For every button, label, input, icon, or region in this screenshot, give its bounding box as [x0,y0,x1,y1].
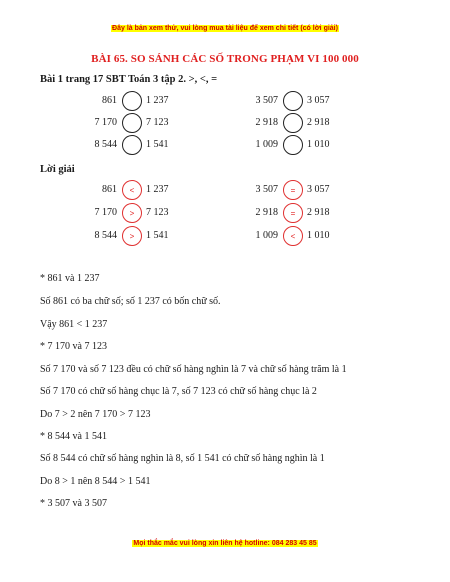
left-number: 3 507 [255,95,278,106]
comparison-sign: = [290,209,296,218]
explanation-line: Số 7 170 có chữ số hàng chục là 7, số 7 123 có chữ số hàng chục là 2 [40,386,317,397]
answer-circle[interactable] [122,113,142,133]
left-number: 7 170 [94,207,117,218]
right-number: 3 057 [307,184,330,195]
answer-circle[interactable] [122,135,142,155]
hotline-text: Mọi thắc mắc vui lòng xin liên hệ hotline: 084 283 45 85 [133,540,317,547]
answer-circle[interactable] [283,113,303,133]
left-number: 861 [102,95,117,106]
lesson-title: BÀI 65. SO SÁNH CÁC SỐ TRONG PHẠM VI 100 000 [91,53,359,65]
left-number: 1 009 [255,139,278,150]
answer-circle[interactable] [122,91,142,111]
exercise-row-1-right [206,91,406,111]
answer-circle [283,226,303,246]
explanation-line: * 3 507 và 3 507 [40,498,107,509]
explanation-line: Do 8 > 1 nên 8 544 > 1 541 [40,476,151,487]
explanation-line: * 7 170 và 7 123 [40,341,107,352]
answer-circle[interactable] [283,91,303,111]
left-number: 2 918 [255,117,278,128]
right-number: 2 918 [307,207,330,218]
explanation-line: Số 861 có ba chữ số; số 1 237 có bốn chữ số. [40,296,221,307]
comparison-sign: > [129,209,135,218]
comparison-sign: < [290,232,296,241]
answer-circle [283,203,303,223]
answer-circle [122,203,142,223]
explanation-line: * 8 544 và 1 541 [40,431,107,442]
exercise-row-3-right [206,135,406,155]
left-number: 861 [102,184,117,195]
exercise-row-2-right [206,113,406,133]
right-number: 1 541 [146,230,169,241]
comparison-sign: < [129,186,135,195]
left-number: 1 009 [255,230,278,241]
right-number: 3 057 [307,95,330,106]
hotline-banner [0,539,450,548]
solution-row-2-right [206,203,406,223]
right-number: 7 123 [146,117,169,128]
answer-circle[interactable] [283,135,303,155]
left-number: 2 918 [255,207,278,218]
left-number: 3 507 [255,184,278,195]
solution-row-1-right [206,180,406,200]
explanation-line: Do 7 > 2 nên 7 170 > 7 123 [40,409,151,420]
right-number: 1 237 [146,184,169,195]
right-number: 1 010 [307,139,330,150]
right-number: 1 237 [146,95,169,106]
solution-heading: Lời giải [40,164,75,175]
solution-row-3-right [206,226,406,246]
right-number: 7 123 [146,207,169,218]
left-number: 8 544 [94,230,117,241]
exercise-heading: Bài 1 trang 17 SBT Toán 3 tập 2. >, <, = [40,74,218,85]
explanation-line: Số 7 170 và số 7 123 đều có chữ số hàng nghìn là 7 và chữ số hàng trăm là 1 [40,364,347,375]
left-number: 7 170 [94,117,117,128]
answer-circle [122,180,142,200]
preview-notice-text: Đây là bản xem thử, vui lòng mua tài liệu để xem chi tiết (có lời giải) [112,25,338,32]
right-number: 1 541 [146,139,169,150]
left-number: 8 544 [94,139,117,150]
right-number: 2 918 [307,117,330,128]
answer-circle [122,226,142,246]
explanation-line: Vậy 861 < 1 237 [40,319,108,330]
comparison-sign: = [290,186,296,195]
comparison-sign: > [129,232,135,241]
explanation-line: * 861 và 1 237 [40,273,100,284]
preview-notice-banner [0,24,450,33]
right-number: 1 010 [307,230,330,241]
answer-circle [283,180,303,200]
explanation-line: Số 8 544 có chữ số hàng nghìn là 8, số 1 541 có chữ số hàng nghìn là 1 [40,453,325,464]
